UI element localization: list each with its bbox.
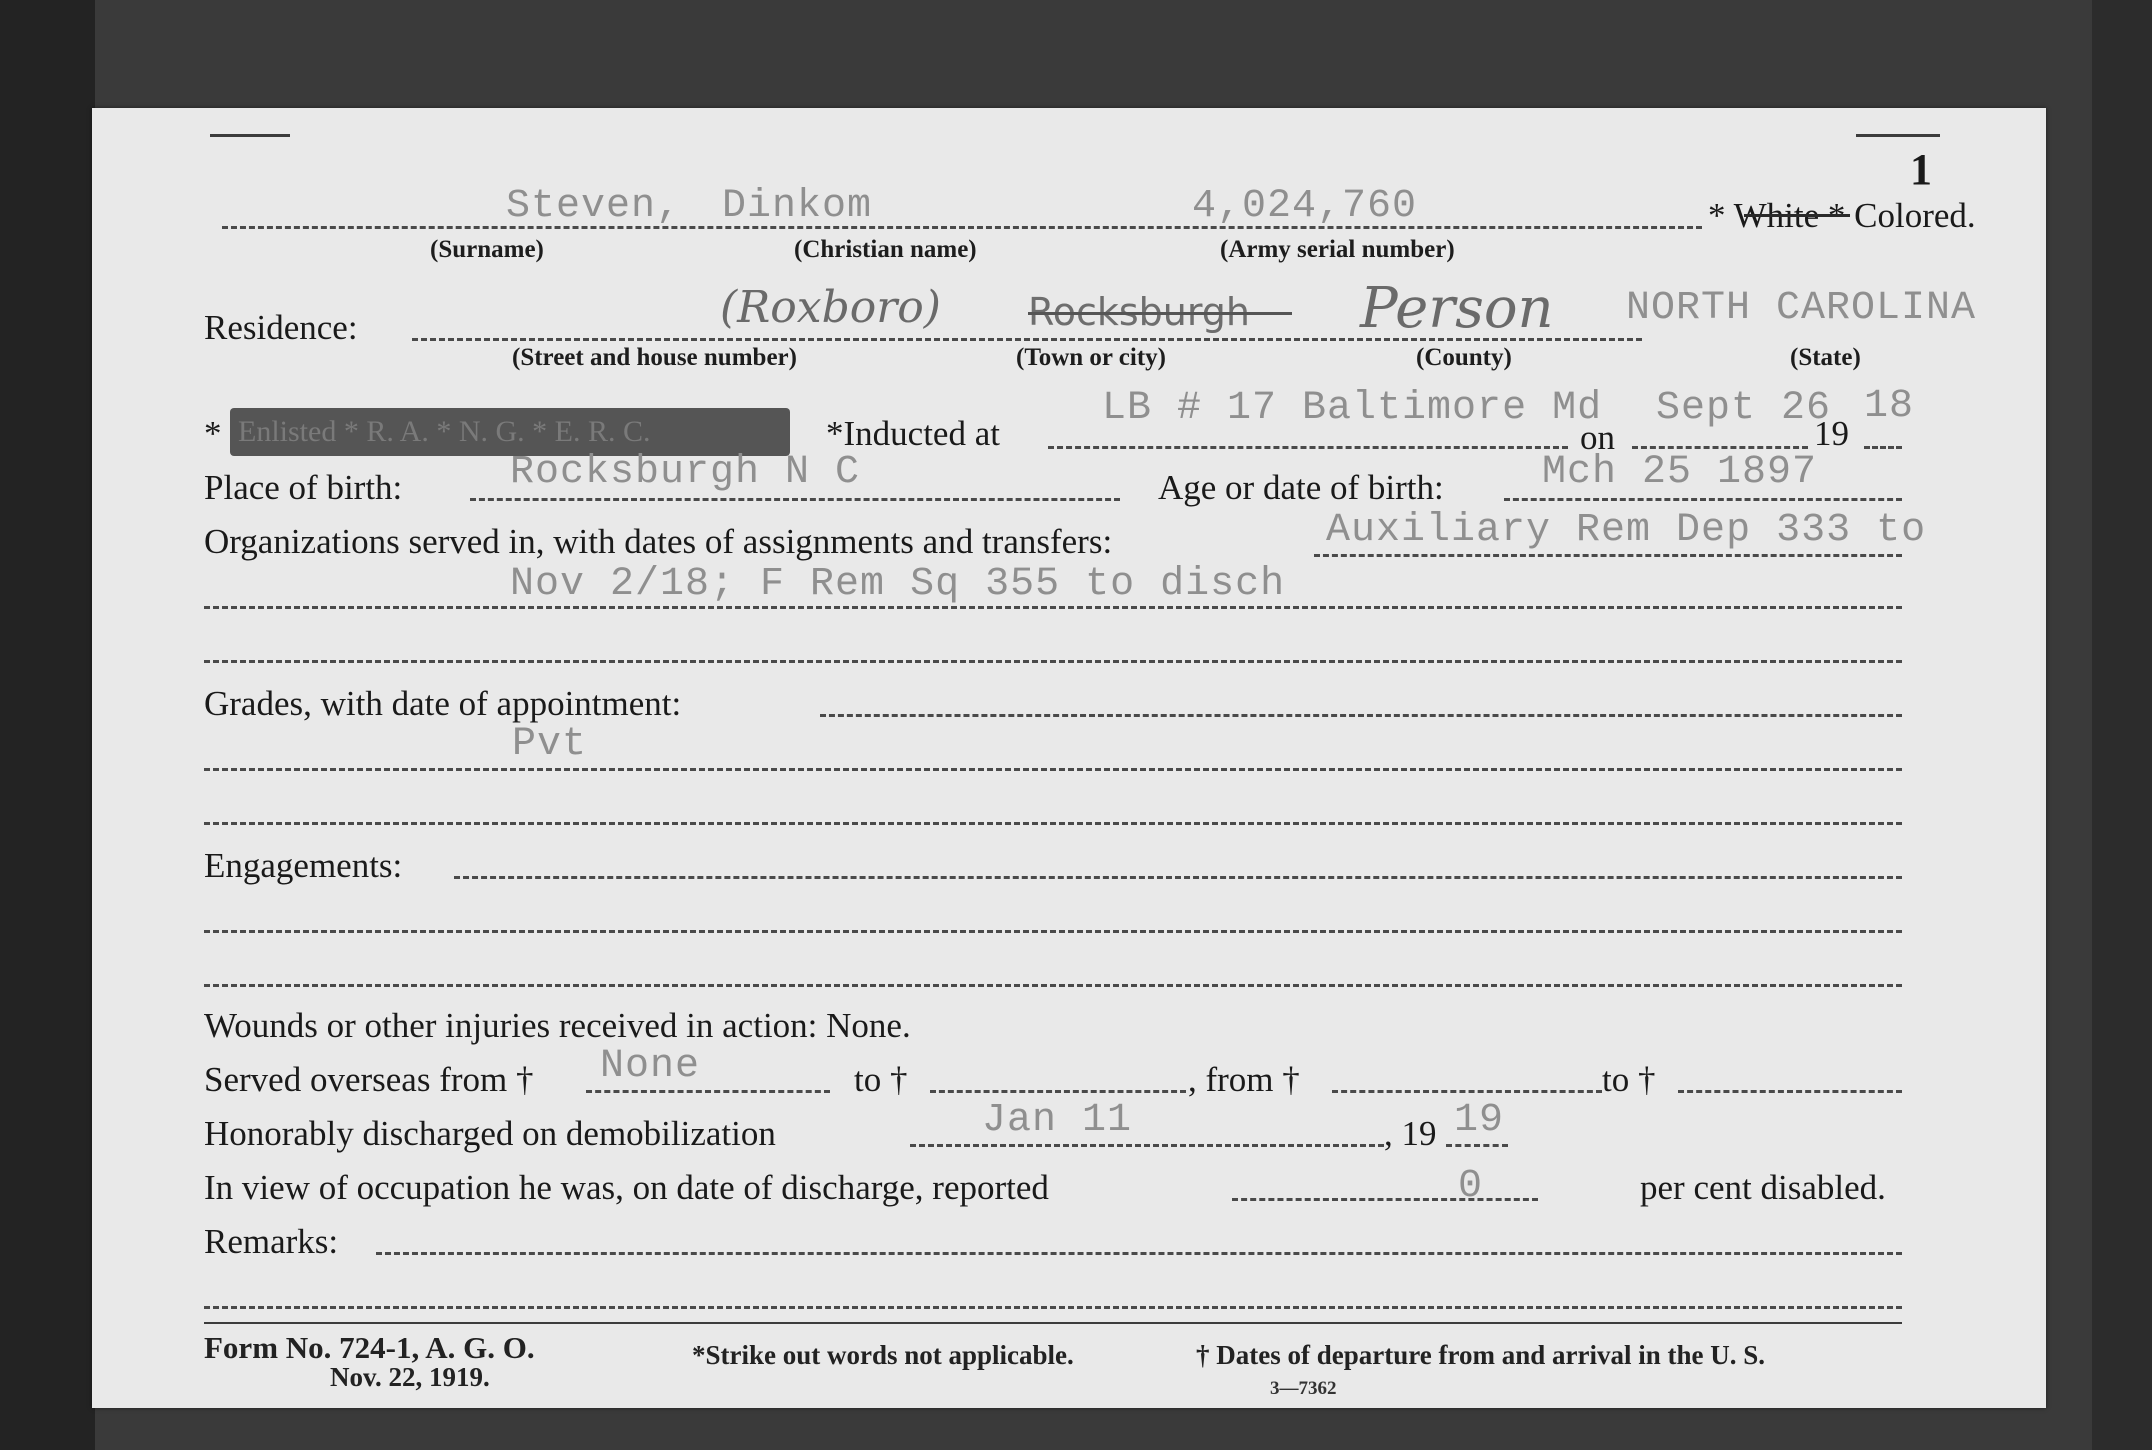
- card-number: 1: [1910, 145, 1932, 194]
- overseas-to2-line: [1678, 1090, 1902, 1093]
- race-label: * White * Colored.: [1708, 196, 1976, 235]
- grades-line-2: [204, 768, 1902, 771]
- town-label: (Town or city): [1016, 344, 1166, 371]
- discharge-year-value: 19: [1454, 1098, 1505, 1143]
- engagements-line-2: [204, 930, 1902, 933]
- surname-label: (Surname): [430, 236, 544, 263]
- serial-number-label: (Army serial number): [1220, 236, 1455, 263]
- service-record-card: [92, 108, 2046, 1408]
- inducted-at-label: *Inducted at: [826, 414, 1000, 453]
- overseas-from2-line: [1332, 1090, 1602, 1093]
- redacted-enlistment-types: Enlisted * R. A. * N. G. * E. R. C.: [230, 408, 790, 456]
- remarks-line-2: [204, 1306, 1902, 1309]
- engagements-line-3: [204, 984, 1902, 987]
- year-line: [1864, 446, 1902, 449]
- wounds-label: Wounds or other injuries received in action: None.: [204, 1006, 911, 1045]
- dates-note: † Dates of departure from and arrival in the U. S.: [1196, 1340, 1765, 1370]
- inducted-date-line: [1632, 446, 1808, 449]
- grades-line-3: [204, 822, 1902, 825]
- organizations-value-2: Nov 2/18; F Rem Sq 355 to disch: [510, 562, 1286, 607]
- discharge-date-value: Jan 11: [982, 1098, 1133, 1143]
- state-label: (State): [1790, 344, 1861, 371]
- organizations-value-1: Auxiliary Rem Dep 333 to: [1326, 508, 1927, 553]
- print-code: 3—7362: [1270, 1378, 1337, 1399]
- street-value: (Roxboro): [720, 282, 941, 333]
- remarks-line-1: [376, 1252, 1902, 1255]
- disability-line: [1232, 1198, 1538, 1201]
- disability-label: In view of occupation he was, on date of discharge, reported: [204, 1168, 1049, 1207]
- age-line: [1504, 498, 1902, 501]
- age-label: Age or date of birth:: [1158, 468, 1444, 507]
- overseas-to2-label: to †: [1602, 1060, 1656, 1099]
- street-label: (Street and house number): [512, 344, 797, 371]
- discharge-year-line: [1446, 1144, 1508, 1147]
- form-number: Form No. 724-1, A. G. O.: [204, 1330, 535, 1365]
- discharge-date-line: [910, 1144, 1384, 1147]
- served-overseas-label: Served overseas from †: [204, 1060, 534, 1099]
- form-date: Nov. 22, 1919.: [330, 1362, 490, 1392]
- background-right: [2092, 0, 2152, 1450]
- engagements-label: Engagements:: [204, 846, 403, 885]
- town-strikethrough: [1028, 312, 1292, 315]
- inducted-place-line: [1048, 446, 1568, 449]
- organizations-line-3: [204, 660, 1902, 663]
- discharge-label: Honorably discharged on demobilization: [204, 1114, 776, 1153]
- birth-place-value: Rocksburgh N C: [510, 450, 861, 495]
- state-value: NORTH CAROLINA: [1626, 286, 1977, 331]
- inducted-year-value: 18: [1864, 384, 1915, 429]
- disability-value: 0: [1458, 1164, 1484, 1209]
- serial-number-value: 4,024,760: [1192, 184, 1418, 229]
- residence-label: Residence:: [204, 308, 358, 347]
- overseas-from-line: [586, 1090, 830, 1093]
- white-strikethrough: [1744, 214, 1850, 217]
- strike-out-note: *Strike out words not applicable.: [692, 1340, 1074, 1370]
- engagements-line-1: [454, 876, 1902, 879]
- grades-value: Pvt: [512, 722, 588, 767]
- inducted-place-value: LB # 17 Baltimore Md: [1102, 386, 1603, 431]
- on-label: on: [1580, 418, 1615, 457]
- asterisk-mark: *: [204, 414, 222, 453]
- birth-place-label: Place of birth:: [204, 468, 403, 507]
- background-left: [0, 0, 95, 1450]
- grades-label: Grades, with date of appointment:: [204, 684, 682, 723]
- remarks-label: Remarks:: [204, 1222, 339, 1261]
- age-value: Mch 25 1897: [1542, 450, 1818, 495]
- overseas-from2-label: , from †: [1188, 1060, 1300, 1099]
- organizations-line-1: [1314, 554, 1902, 557]
- town-value: Rocksburgh: [1028, 290, 1251, 334]
- organizations-label: Organizations served in, with dates of assignments and transfers:: [204, 522, 1113, 561]
- grades-line-1: [820, 714, 1902, 717]
- header-rule-right: [1856, 134, 1940, 137]
- overseas-from-value: None: [600, 1044, 701, 1089]
- footer-rule: [204, 1322, 1902, 1324]
- name-line: [222, 226, 1702, 229]
- county-label: (County): [1416, 344, 1512, 371]
- surname-value: Steven,: [506, 184, 682, 229]
- overseas-to-label: to †: [854, 1060, 908, 1099]
- disability-suffix: per cent disabled.: [1640, 1168, 1886, 1207]
- year-prefix: 19: [1814, 414, 1849, 453]
- header-rule-left: [210, 134, 290, 137]
- discharge-year-prefix: , 19: [1384, 1114, 1437, 1153]
- christian-name-label: (Christian name): [794, 236, 977, 263]
- county-value: Person: [1360, 276, 1554, 341]
- christian-name-value: Dinkom: [722, 184, 873, 229]
- inducted-date-value: Sept 26: [1656, 386, 1832, 431]
- overseas-to-line: [930, 1090, 1186, 1093]
- birth-place-line: [470, 498, 1120, 501]
